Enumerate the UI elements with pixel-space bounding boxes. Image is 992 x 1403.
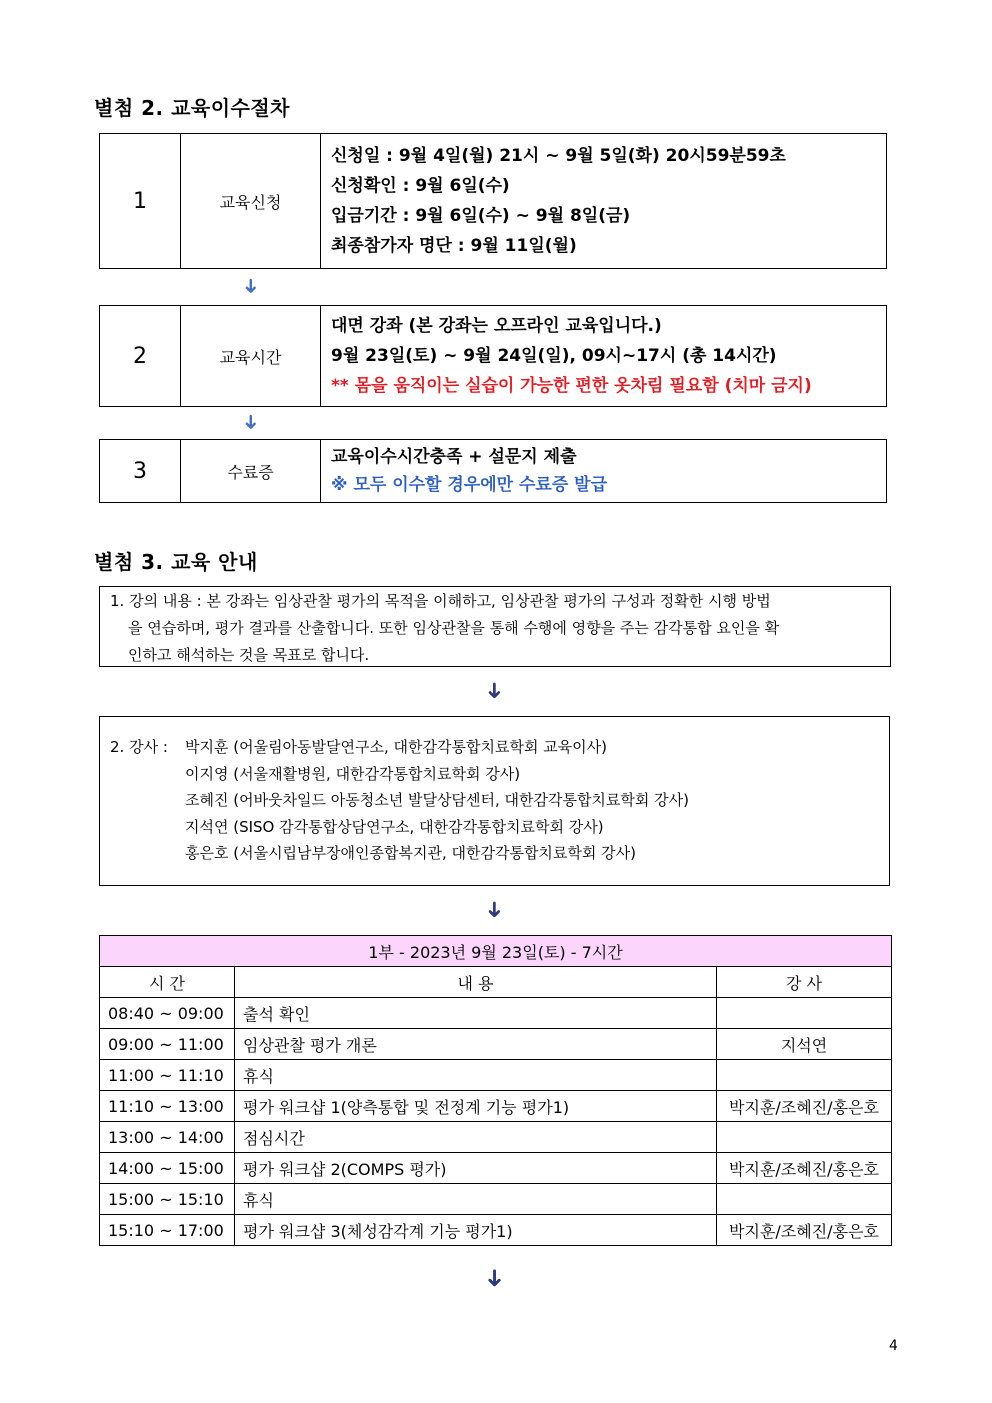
instructors-box [99,716,890,886]
down-arrow-icon: ➜ [481,1267,510,1289]
row-content: 점심시간 [235,1122,717,1153]
row-instructor: 박지훈/조혜진/홍은호 [717,1091,892,1122]
row-time: 15:10 ~ 17:00 [100,1215,235,1246]
row-content: 휴식 [235,1060,717,1091]
step-number: 1 [100,134,181,269]
down-arrow-icon: ➜ [239,277,264,295]
row-instructor [717,1060,892,1091]
row-content: 평가 워크샵 1(양측통합 및 전정계 기능 평가1) [235,1091,717,1122]
step-note: ※ 모두 이수할 경우에만 수료증 발급 [331,475,608,495]
instructor-label: 2. 강사 : [110,738,168,756]
instructor-item: 이지영 (서울재활병원, 대한감각통합치료학회 강사) [185,764,521,783]
instructor-item: 홍은호 (서울시립남부장애인종합복지관, 대한감각통합치료학회 강사) [185,844,636,862]
table-row [100,1029,892,1060]
column-header-time: 시 간 [100,967,235,998]
table-row [100,1060,892,1091]
row-instructor: 박지훈/조혜진/홍은호 [717,1215,892,1246]
row-instructor [717,1184,892,1215]
row-time: 09:00 ~ 11:00 [100,1029,235,1060]
row-time: 08:40 ~ 09:00 [100,998,235,1029]
column-header-instructor: 강 사 [717,967,892,998]
content-line: 1. 강의 내용 : 본 강좌는 임상관찰 평가의 목적을 이해하고, 임상관찰 평가의 구성과 정확한 시행 방법 [110,592,771,610]
down-arrow-icon: ➜ [481,681,507,700]
step-line: 최종참가자 명단 : 9월 11일(월) [331,236,577,256]
instructor-item: 박지훈 (어울림아동발달연구소, 대한감각통합치료학회 교육이사) [185,738,608,756]
page-number: 4 [889,1338,898,1354]
content-line: 을 연습하며, 평가 결과를 산출합니다. 또한 임상관찰을 통해 수행에 영향을 주는 감각통합 요인을 확 [128,619,780,637]
step-name: 교육신청 [181,134,321,269]
row-instructor: 박지훈/조혜진/홍은호 [717,1153,892,1184]
table-row [100,1184,892,1215]
down-arrow-icon: ➜ [239,413,264,431]
row-content: 휴식 [235,1184,717,1215]
section-3-title: 별첨 3. 교육 안내 [94,550,258,574]
schedule-table [99,935,892,1246]
step-number: 3 [100,440,181,503]
step-line: 신청일 : 9월 4일(월) 21시 ~ 9월 5일(화) 20시59분59초 [331,146,786,166]
instructor-item: 조혜진 (어바웃차일드 아동청소년 발달상담센터, 대한감각통합치료학회 강사) [185,791,689,809]
row-content: 평가 워크샵 3(체성감각계 기능 평가1) [235,1215,717,1246]
table-row [100,1215,892,1246]
step-line: 입금기간 : 9월 6일(수) ~ 9월 8일(금) [331,206,631,226]
step-line: 신청확인 : 9월 6일(수) [331,176,510,196]
row-time: 14:00 ~ 15:00 [100,1153,235,1184]
step-name: 수료증 [181,440,321,503]
process-step-3 [99,439,887,503]
table-row [100,1091,892,1122]
content-line: 인하고 해석하는 것을 목표로 합니다. [128,646,370,664]
row-content: 평가 워크샵 2(COMPS 평가) [235,1153,717,1184]
column-header-content: 내 용 [235,967,717,998]
row-instructor [717,998,892,1029]
schedule-title: 1부 - 2023년 9월 23일(토) - 7시간 [100,936,892,967]
step-description [321,306,887,407]
table-row [100,1122,892,1153]
process-step-1 [99,133,887,269]
row-content: 출석 확인 [235,998,717,1029]
row-instructor [717,1122,892,1153]
step-warning: ** 몸을 움직이는 실습이 가능한 편한 옷차림 필요함 (치마 금지) [331,376,812,396]
row-instructor: 지석연 [717,1029,892,1060]
step-number: 2 [100,306,181,407]
step-line: 9월 23일(토) ~ 9월 24일(일), 09시~17시 (총 14시간) [331,346,777,366]
down-arrow-icon: ➜ [481,900,507,919]
row-time: 11:10 ~ 13:00 [100,1091,235,1122]
row-time: 13:00 ~ 14:00 [100,1122,235,1153]
step-line: 교육이수시간충족 + 설문지 제출 [331,447,577,467]
course-content-box [99,586,891,667]
table-row [100,998,892,1029]
process-step-2 [99,305,887,407]
instructor-item: 지석연 (SISO 감각통합상담연구소, 대한감각통합치료학회 강사) [185,817,604,836]
section-2-title: 별첨 2. 교육이수절차 [94,96,290,120]
step-line: 대면 강좌 (본 강좌는 오프라인 교육입니다.) [331,316,662,336]
row-time: 11:00 ~ 11:10 [100,1060,235,1091]
step-description [321,134,887,269]
step-name: 교육시간 [181,306,321,407]
row-time: 15:00 ~ 15:10 [100,1184,235,1215]
step-description [321,440,887,503]
table-row [100,1153,892,1184]
row-content: 임상관찰 평가 개론 [235,1029,717,1060]
